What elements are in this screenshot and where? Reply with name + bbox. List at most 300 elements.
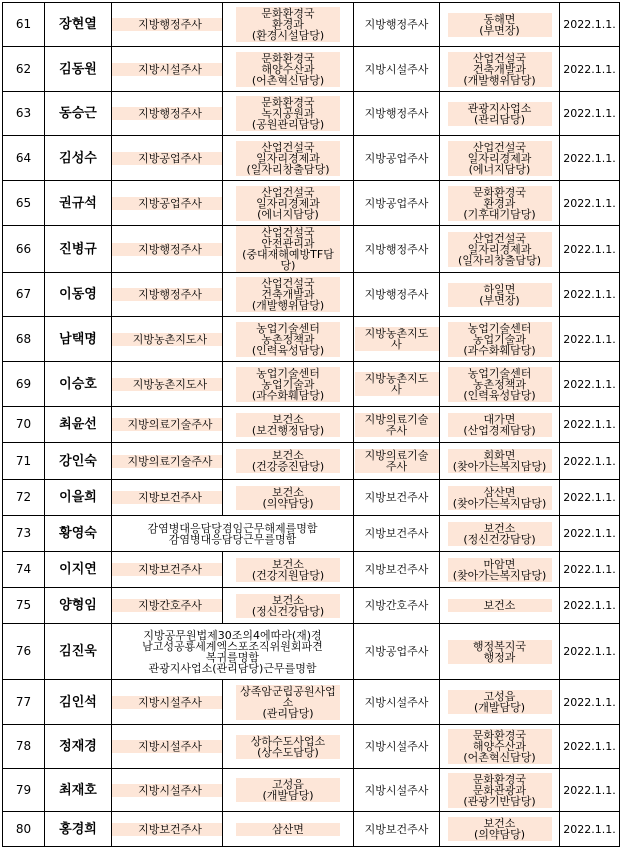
cell-line: 지방공업주사 <box>138 196 202 210</box>
new-post <box>223 362 354 407</box>
cell-text <box>365 64 429 75</box>
cell-line: (부면장) <box>479 23 520 37</box>
new-post <box>223 769 354 812</box>
cell-line: 해양수산과 <box>261 62 315 76</box>
cell-line: 하일면 <box>483 282 516 296</box>
cell-line: 보건소 <box>272 593 304 607</box>
row-number: 71 <box>3 443 45 480</box>
cell-line: 지방행정주사 <box>138 242 202 256</box>
table-row <box>3 769 620 812</box>
cell-line: 지방공업주사 <box>364 151 429 165</box>
table-row <box>3 407 620 443</box>
cell-text <box>236 594 340 618</box>
current-post <box>440 812 560 847</box>
new-post <box>223 680 354 725</box>
cell-text <box>448 232 552 267</box>
cell-line: 일자리경제과 <box>467 151 532 165</box>
row-number: 78 <box>3 725 45 769</box>
current-post <box>440 3 560 47</box>
row-number: 65 <box>3 181 45 226</box>
cell-line: 지방공업주사 <box>364 196 429 210</box>
cell-text <box>236 141 340 176</box>
current-rank <box>354 624 440 680</box>
current-post <box>440 516 560 552</box>
cell-text <box>365 198 429 209</box>
effective-date: 2022.1.1. <box>560 92 620 136</box>
current-rank <box>354 3 440 47</box>
cell-text <box>365 785 429 796</box>
table-row <box>3 136 620 181</box>
cell-text <box>112 197 223 210</box>
cell-line: (의약담당) <box>473 828 526 841</box>
cell-text <box>112 455 223 468</box>
new-post <box>223 317 354 362</box>
new-post <box>223 47 354 92</box>
cell-line: 사 <box>391 383 402 396</box>
cell-line: (정신건강담당) <box>251 604 325 618</box>
cell-line: 회화면 <box>483 449 516 462</box>
cell-line: 문화환경국 <box>472 772 527 786</box>
cell-text <box>448 367 552 402</box>
cell-line: 문화관광과 <box>472 783 527 797</box>
cell-text <box>112 152 223 165</box>
cell-line: 상족암군립공원사업 <box>240 684 336 698</box>
current-rank <box>354 181 440 226</box>
new-rank <box>112 480 223 516</box>
cell-text <box>365 697 429 708</box>
cell-line: 관광지사업소 <box>467 101 532 115</box>
person-name: 이승호 <box>45 362 112 407</box>
cell-text <box>112 288 223 301</box>
cell-text <box>236 486 340 510</box>
cell-line: (찾아가는복지담당) <box>452 460 547 473</box>
new-rank <box>112 725 223 769</box>
cell-line: 문화환경국 <box>472 185 527 199</box>
cell-line: (산업경제담당) <box>463 423 536 437</box>
cell-line: 남고성공룡세계엑스포조직위원회파견 <box>142 639 323 653</box>
cell-line: 삼산면 <box>483 485 516 499</box>
row-number: 74 <box>3 552 45 588</box>
cell-line: 보건소 <box>272 485 304 499</box>
current-post <box>440 181 560 226</box>
current-post <box>440 92 560 136</box>
new-post <box>223 226 354 273</box>
current-rank <box>354 317 440 362</box>
cell-text <box>236 823 340 836</box>
cell-line: 보건소 <box>483 599 516 612</box>
cell-line: 지방보건주사 <box>138 822 202 836</box>
table-row <box>3 362 620 407</box>
cell-text <box>448 13 552 37</box>
cell-line: 문화환경국 <box>261 51 315 65</box>
effective-date: 2022.1.1. <box>560 226 620 273</box>
cell-text <box>365 492 429 503</box>
cell-line: 지방공업주사 <box>364 645 429 658</box>
row-number: 72 <box>3 480 45 516</box>
cell-text <box>236 186 340 221</box>
cell-line: 지방시설주사 <box>138 695 202 709</box>
new-post <box>223 480 354 516</box>
current-rank <box>354 226 440 273</box>
cell-text <box>236 367 340 402</box>
cell-text <box>355 372 439 396</box>
new-rank <box>112 317 223 362</box>
person-name: 강인숙 <box>45 443 112 480</box>
current-post <box>440 552 560 588</box>
table-row <box>3 3 620 47</box>
cell-line: 농업기술센터 <box>467 366 532 380</box>
cell-line: 지방보건주사 <box>364 563 429 576</box>
cell-line: 감염병대응담당근무를명함 <box>168 532 297 546</box>
cell-line: 산업건설국 <box>472 231 527 245</box>
new-rank <box>112 552 223 588</box>
new-post <box>223 725 354 769</box>
cell-text <box>147 523 317 545</box>
new-post <box>223 273 354 317</box>
cell-line: 산업건설국 <box>261 140 315 154</box>
cell-text <box>112 696 223 709</box>
new-rank <box>112 362 223 407</box>
cell-line: 농업기술센터 <box>256 366 320 380</box>
cell-line: 일자리경제과 <box>467 242 532 256</box>
cell-line: (건강지원담당) <box>251 568 325 582</box>
cell-line: 지방행정주사 <box>138 107 202 120</box>
cell-text <box>236 52 340 87</box>
cell-line: 지방보건주사 <box>364 527 429 540</box>
person-name: 장현열 <box>45 3 112 47</box>
cell-text <box>236 558 340 582</box>
current-post <box>440 407 560 443</box>
cell-text <box>112 18 223 31</box>
current-rank <box>354 362 440 407</box>
cell-line: 고성읍 <box>272 778 304 791</box>
person-name: 양형임 <box>45 588 112 624</box>
cell-line: 문화환경국 <box>261 96 315 109</box>
row-number: 66 <box>3 226 45 273</box>
effective-date: 2022.1.1. <box>560 516 620 552</box>
cell-line: (어촌혁신담당) <box>251 73 325 87</box>
cell-line: (과수화훼담당) <box>251 388 325 402</box>
cell-text <box>142 630 323 674</box>
new-rank <box>112 181 223 226</box>
new-rank <box>112 136 223 181</box>
cell-line: 사 <box>391 338 402 351</box>
new-rank <box>112 588 223 624</box>
cell-line: (에너지담당) <box>468 162 531 176</box>
row-number: 80 <box>3 812 45 847</box>
current-post <box>440 226 560 273</box>
cell-text <box>365 528 429 539</box>
cell-text <box>365 600 429 611</box>
cell-line: 지방행정주사 <box>364 288 429 301</box>
current-rank <box>354 273 440 317</box>
cell-line: 지방시설주사 <box>138 62 202 76</box>
cell-text <box>365 564 429 575</box>
cell-text <box>365 108 429 119</box>
current-post <box>440 680 560 725</box>
current-post <box>440 273 560 317</box>
current-rank <box>354 725 440 769</box>
person-name: 권규석 <box>45 181 112 226</box>
cell-line: 지방시설주사 <box>364 740 429 753</box>
cell-text <box>236 96 340 131</box>
cell-line: 지방의료기술주사 <box>127 418 213 431</box>
cell-text <box>448 102 552 126</box>
cell-text <box>448 449 552 473</box>
cell-text <box>355 327 439 351</box>
cell-line: 보건소 <box>272 412 304 426</box>
cell-line: 소 <box>282 695 294 709</box>
person-name: 김성수 <box>45 136 112 181</box>
new-rank <box>112 407 223 443</box>
row-number: 77 <box>3 680 45 725</box>
person-name: 진병규 <box>45 226 112 273</box>
new-rank <box>112 769 223 812</box>
cell-text <box>236 449 340 473</box>
cell-line: 환경과 <box>483 196 516 210</box>
cell-line: (환경시설담당) <box>251 29 325 42</box>
cell-line: (부면장) <box>479 293 520 307</box>
effective-date: 2022.1.1. <box>560 680 620 725</box>
person-name: 홍경희 <box>45 812 112 847</box>
cell-line: (인력육성담당) <box>251 343 325 357</box>
row-number: 70 <box>3 407 45 443</box>
cell-text <box>448 486 552 510</box>
cell-line: 지방보건주사 <box>138 563 202 576</box>
cell-line: 지방보건주사 <box>364 491 429 504</box>
assignment-note <box>112 624 354 680</box>
cell-text <box>448 558 552 582</box>
cell-text <box>365 824 429 835</box>
table-row <box>3 443 620 480</box>
cell-line: (찾아가는복지담당) <box>452 568 547 582</box>
cell-line: 안전관리과 <box>261 237 315 250</box>
person-name: 이지연 <box>45 552 112 588</box>
cell-text <box>448 322 552 357</box>
current-post <box>440 362 560 407</box>
assignment-note <box>112 516 354 552</box>
person-name: 남택명 <box>45 317 112 362</box>
person-name: 최재호 <box>45 769 112 812</box>
person-name: 이동영 <box>45 273 112 317</box>
cell-line: (일자리창출담당) <box>458 253 541 267</box>
cell-text <box>112 823 223 836</box>
cell-line: 지방간호주사 <box>364 599 429 612</box>
cell-line: 지방시설주사 <box>364 695 429 709</box>
new-post <box>223 443 354 480</box>
cell-text <box>236 778 340 802</box>
current-rank <box>354 407 440 443</box>
cell-text <box>112 418 223 431</box>
new-rank <box>112 680 223 725</box>
cell-text <box>112 243 223 256</box>
cell-line: 지방공업주사 <box>138 151 202 165</box>
current-post <box>440 588 560 624</box>
cell-line: (관리담당) <box>262 706 314 720</box>
new-rank <box>112 47 223 92</box>
current-post <box>440 769 560 812</box>
cell-line: (건강증진담당) <box>251 460 325 473</box>
person-name: 최윤선 <box>45 407 112 443</box>
cell-text <box>365 289 429 300</box>
cell-line: (정신건강담당) <box>463 532 536 546</box>
new-post <box>223 588 354 624</box>
current-post <box>440 725 560 769</box>
new-post <box>223 3 354 47</box>
row-number: 62 <box>3 47 45 92</box>
cell-text <box>355 413 439 437</box>
effective-date: 2022.1.1. <box>560 812 620 847</box>
new-post <box>223 407 354 443</box>
cell-line: 지방시설주사 <box>364 62 429 76</box>
current-post <box>440 480 560 516</box>
cell-text <box>236 735 340 759</box>
cell-text <box>236 277 340 312</box>
new-rank <box>112 812 223 847</box>
effective-date: 2022.1.1. <box>560 136 620 181</box>
cell-line: (과수화훼담당) <box>463 343 536 357</box>
cell-line: 고성읍 <box>483 690 516 703</box>
cell-line: 복귀를명함 <box>205 650 260 664</box>
row-number: 63 <box>3 92 45 136</box>
cell-line: (개발담당) <box>473 701 526 714</box>
person-name: 동승근 <box>45 92 112 136</box>
cell-line: 지방행정주사 <box>364 242 429 256</box>
cell-line: 산업건설국 <box>261 226 315 239</box>
cell-text <box>448 729 552 764</box>
cell-text <box>236 226 340 272</box>
table-row <box>3 812 620 847</box>
cell-text <box>112 491 223 504</box>
cell-line: 산업건설국 <box>472 140 527 154</box>
table-row <box>3 92 620 136</box>
cell-line: 지방보건주사 <box>364 822 429 836</box>
cell-line: 문화환경국 <box>472 729 527 742</box>
cell-line: 일자리경제과 <box>256 151 320 165</box>
current-rank <box>354 769 440 812</box>
cell-line: 동해면 <box>483 12 516 26</box>
current-rank <box>354 443 440 480</box>
cell-line: 행정과 <box>483 650 516 664</box>
cell-text <box>112 107 223 120</box>
cell-line: 농업기술과 <box>261 377 315 391</box>
cell-line: 건축개발과 <box>261 288 315 301</box>
cell-text <box>448 773 552 808</box>
new-rank <box>112 92 223 136</box>
cell-line: 보건소 <box>483 817 516 830</box>
cell-line: (찾아가는복지담당) <box>452 496 547 510</box>
table-row <box>3 725 620 769</box>
cell-line: (어촌혁신담당) <box>463 751 536 764</box>
effective-date: 2022.1.1. <box>560 362 620 407</box>
cell-line: 농촌정책과 <box>472 377 527 391</box>
cell-line: (상수도담당) <box>257 745 319 759</box>
cell-line: 지방농촌지도 <box>364 372 429 385</box>
new-post <box>223 181 354 226</box>
cell-line: 감염병대응담당겸임근무해제를명함 <box>147 521 318 535</box>
current-rank <box>354 480 440 516</box>
cell-text <box>236 413 340 437</box>
cell-line: 지방시설주사 <box>138 740 202 753</box>
new-post <box>223 92 354 136</box>
cell-line: 산업건설국 <box>261 185 315 199</box>
cell-line: (개발행위담당) <box>463 73 536 87</box>
cell-line: 대가면 <box>483 412 516 426</box>
effective-date: 2022.1.1. <box>560 769 620 812</box>
cell-line: 보건소 <box>272 449 304 462</box>
cell-line: 산업건설국 <box>261 277 315 290</box>
new-rank <box>112 226 223 273</box>
cell-line: 지방농촌지도 <box>364 327 429 340</box>
current-rank <box>354 680 440 725</box>
person-name: 김진욱 <box>45 624 112 680</box>
table-row <box>3 680 620 725</box>
row-number: 69 <box>3 362 45 407</box>
cell-text <box>448 413 552 437</box>
cell-line: (보건행정담당) <box>251 423 325 437</box>
cell-line: 지방간호주사 <box>138 599 202 612</box>
cell-line: 지방의료기술 <box>364 412 429 426</box>
table-row <box>3 47 620 92</box>
cell-line: 해양수산과 <box>472 740 527 753</box>
cell-line: 농업기술센터 <box>467 321 532 335</box>
cell-text <box>448 141 552 176</box>
effective-date: 2022.1.1. <box>560 181 620 226</box>
cell-text <box>112 740 223 753</box>
cell-line: 녹지공원과 <box>261 107 315 120</box>
current-rank <box>354 47 440 92</box>
cell-text <box>448 283 552 307</box>
cell-line: 지방농촌지도사 <box>132 332 208 346</box>
cell-line: 지방시설주사 <box>364 783 429 797</box>
effective-date: 2022.1.1. <box>560 588 620 624</box>
current-rank <box>354 552 440 588</box>
cell-text <box>112 563 223 576</box>
cell-text <box>112 63 223 76</box>
cell-line: 지방시설주사 <box>138 783 202 797</box>
new-post <box>223 812 354 847</box>
cell-line: (일자리창출담당) <box>246 162 330 176</box>
cell-line: 지방행정주사 <box>138 288 202 301</box>
cell-text <box>365 646 429 657</box>
cell-text <box>112 784 223 797</box>
current-rank <box>354 516 440 552</box>
cell-line: 지방보건주사 <box>138 491 202 504</box>
cell-line: (의약담당) <box>262 496 314 510</box>
row-number: 68 <box>3 317 45 362</box>
cell-text <box>448 52 552 87</box>
cell-line: (에너지담당) <box>257 207 319 221</box>
cell-text <box>365 741 429 752</box>
table-row <box>3 226 620 273</box>
cell-line: 지방의료기술주사 <box>127 454 213 468</box>
cell-line: 지방행정주사 <box>138 18 202 31</box>
cell-text <box>448 186 552 221</box>
effective-date: 2022.1.1. <box>560 3 620 47</box>
cell-text <box>365 244 429 255</box>
cell-line: (개발행위담당) <box>251 299 325 312</box>
cell-text <box>236 7 340 42</box>
effective-date: 2022.1.1. <box>560 552 620 588</box>
person-name: 정재경 <box>45 725 112 769</box>
cell-line: (개발담당) <box>262 789 314 802</box>
cell-line: 문화환경국 <box>261 7 315 20</box>
table-row <box>3 181 620 226</box>
current-rank <box>354 812 440 847</box>
cell-line: 지방공무원법제30조의4에따라(재)경 <box>143 628 322 642</box>
personnel-table <box>2 2 620 847</box>
person-name: 이을희 <box>45 480 112 516</box>
